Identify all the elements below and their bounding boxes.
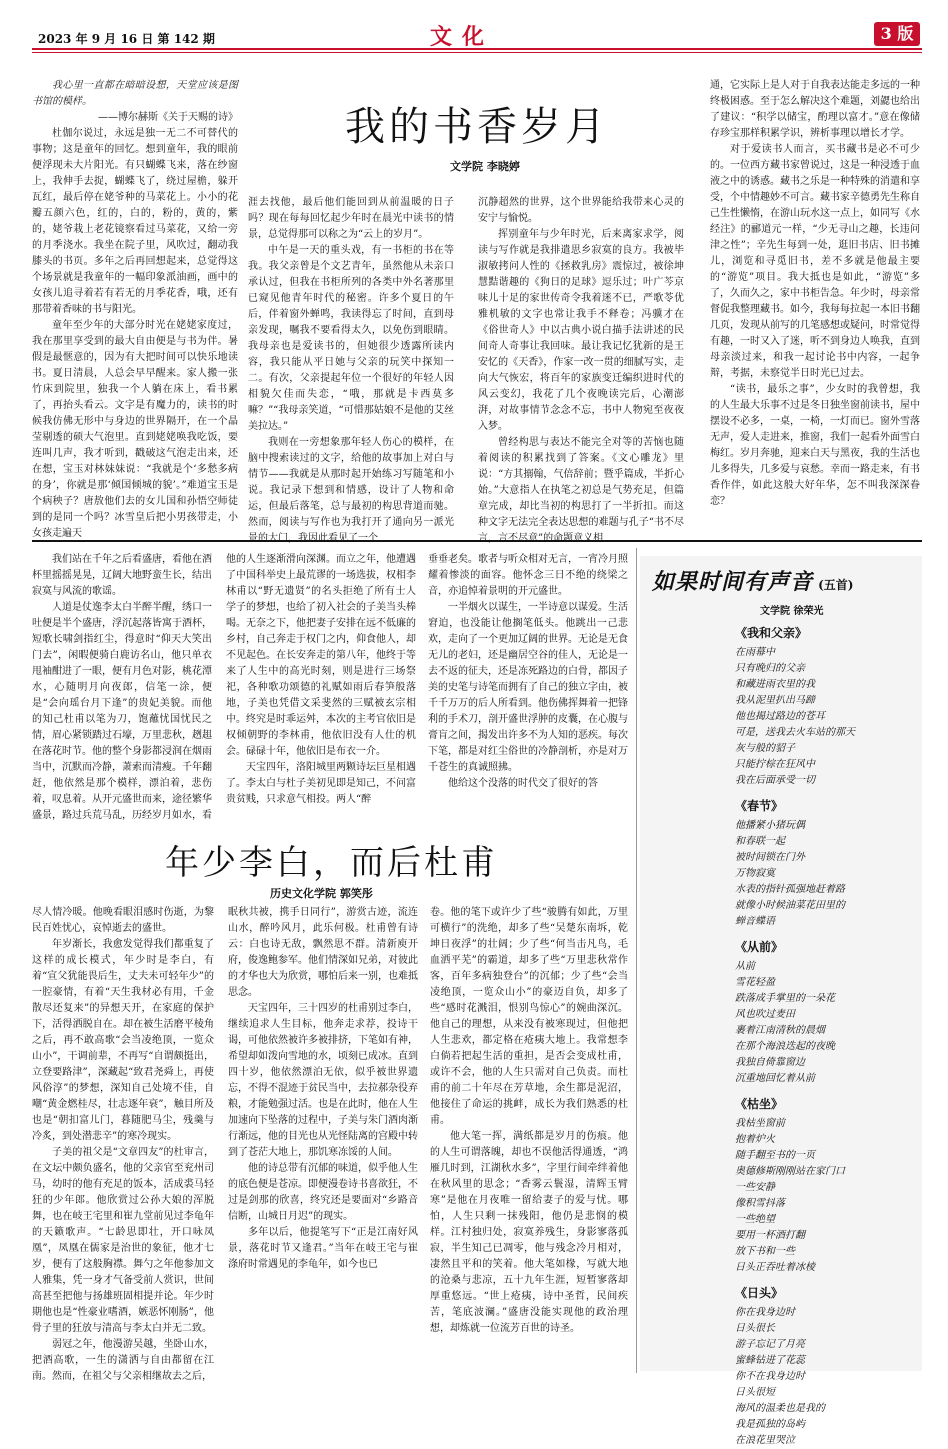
paragraph: “读书，最乐之事”，少女时的我曾想，我的人生最大乐事不过是冬日独坐窗前读书，屋中摆设不必多，一桌，一椅，一灯而已。窗外雪落无声，爱人走进来，推窗，我们一起看外面雪白梅红。岁月奔驰，迎来白天与黑夜，我的生活也儿多得失，几多爱与哀愁。幸而一路走来，有书香作伴，如此这般大好年华，怎不叫我深深眷恋？ (710, 384, 920, 507)
paragraph: 曾经构思与表达不能完全对等的苦恼也随着阅读的积累找到了答案。《文心雕龙》里说：“方其搦翰，气倍辞前；暨乎篇成，半折心始。”大意指人在执笔之初总是气势充足，但篇章完成，却比当初的构思打了一半折扣。而这种文字无法完全表达思想的难题与孔子“书不尽言，言不尽意”的命题意义相 (478, 437, 684, 544)
poem-line: 和藏进雨衣里的我 (735, 679, 815, 690)
paragraph: 他给这个没落的时代交了很好的答 (448, 778, 598, 789)
paragraph: 人道是仗逸李太白半醉半醒，绣口一吐便是半个盛唐，浮沉起落皆寓于酒杯，短歌长啸剑指红尘，得意时“仰天大笑出门去”，闲暇便骑白鹿访名山，他只单衣甩袖酣进了一眼，便有月色对影，桃花潭水，心随明月向夜郎，信笔一涂，便是“会向瑶台月下逢”的贵妃美貌。而他的知己杜甫以笔为刀，饱蘸忧国忧民之情，眉心紧锁踏过石壕，万里悲秋，趔趄在落花时节。他的整个身影都浸润在烟雨当中，沉默而冷静，萧索而清瘦。千年翻赶，他依然是那个模样，漂泊着，悲伤着，叹息着。从开元盛世而来，途径繁华盛景，路过兵荒马乱，历经岁月如水，看 (32, 602, 212, 821)
poem-line: 沉重地回忆着从前 (735, 1073, 815, 1084)
poem-line: 你在我身边时 (735, 1307, 795, 1318)
poem-line: 雪花轻盈 (735, 977, 775, 988)
paragraph: 我则在一旁想象那年轻人伤心的模样，在脑中搜索读过的文字，给他的故事加上对白与情节——我就是从那时起开始练习写随笔和小说。我记录下想到和情感，设计了人物和命运，但最后落笔，总与最初的构思背道而驰。然而，阅读与写作也为我打开了通向另一派光景的大门，我因此看见了一个 (248, 437, 454, 544)
article1-column-2 (248, 195, 454, 544)
poem-line: 日头正吞吐着冰棱 (735, 1262, 815, 1273)
paragraph: 他的诗总带有沉郁的味道，似乎他人生的底色便是苍凉。即便漫卷诗书喜欲狂，不过是剑那的欣喜，终究还是要面对“乡路音信断，山城日月迟”的现实。 (228, 1163, 418, 1222)
poem-title: 《春节》 (735, 799, 784, 813)
paragraph: 子美的祖父是“文章四友”的杜审言，在文坛中颇负盛名，他的父亲官至兖州司马，幼时的他有充足的饭本，活成裘马轻狂的少年郎。他欣赏过公孙大娘的浑脱舞，也在岐王宅里和崔九堂前见过李龟年的天籁歌声。“七龄思即壮，开口咏凤凰”，凤凰在儒家是治世的象征，他才七岁，便有了这般胸襟。舞勺之年他参加文人雅集，凭一身才气备受前人赏识，世间高甚至把他与扬雄班固相提并论。年少时期他也是“性豪业嗜酒，嫉恶怀刚肠”，他骨子里的狂放与清高与李太白并无二致。 (32, 1147, 214, 1334)
paragraph: 弱冠之年，他漫游吴越，坐卧山水，把酒高歌，一生的潇洒与自由都留在江南。然而，在祖父与父亲相继故去之后， (32, 1339, 214, 1382)
paragraph: 杜伽尔说过，永远是独一无二不可替代的事物；这是童年的回忆。想到童年，我的眼前便浮现未大片阳光。有只蝴蝶飞来，落在纱窗上，我伸手去捉，蝴蝶飞了，绕过屋檐，躲开瓦红，最后停在姥爷种的马菜花上。小小的花瓣五颜六色，红的，白的，粉的，黄的，紫的，姥爷栽上老花镜察看过马菜花，又给一旁的月季浇水。我坐在院子里，风吹过，翻动我膝头的书页。多年之后再回想起来，总觉得这个场景就是我童年的一幅印象派油画，画中的女孩儿追寻着若有若无的月季花香，哦，还有那带着香味的书与阳光。 (32, 128, 238, 315)
poems-byline: 文学院 徐荣光 (760, 606, 824, 617)
poem-line: 风也吹过麦田 (735, 1009, 795, 1020)
poem-line: 他播紧小猪玩偶 (735, 820, 805, 831)
article1-column-3 (478, 195, 684, 544)
article2-column-1 (32, 552, 212, 837)
poems-title: 如果时间有声音 (652, 569, 814, 595)
article2-column-6 (430, 905, 628, 1365)
poem-line: 只有晚归的父亲 (735, 663, 805, 674)
poem-title: 《从前》 (735, 940, 784, 954)
article2-title: 年少李白，而后杜甫 (165, 843, 498, 883)
poem-line: 我枯坐窗前 (735, 1118, 785, 1129)
poem-line: 蝉音蝶语 (735, 916, 775, 927)
poem-line: 放下书和一些 (735, 1246, 795, 1257)
poem-line: 奥德修斯刚刚站在家门口 (735, 1166, 845, 1177)
poem-line: 跌落成手掌里的一朵花 (735, 993, 835, 1004)
poem-line: 就像小时候油菜花田里的 (735, 900, 845, 911)
poem-line: 游子忘记了月亮 (735, 1339, 805, 1350)
section-divider (32, 540, 922, 542)
poem-line: 我从泥里扒出马蹄 (735, 695, 815, 706)
poem-line: 和春联一起 (735, 836, 785, 847)
article2-byline: 历史文化学院 郭笑彤 (270, 887, 373, 900)
poem-line: 在浪花里哭泣 (735, 1435, 795, 1446)
article1-title: 我的书香岁月 (345, 104, 609, 150)
paragraph: 涯去找他，最后他们能回到从前温暖的日子吗？现在每每回忆起少年时在晨光中读书的情景，总觉得那可以称之为“云上的岁月”。 (248, 197, 454, 240)
poem-line: 可是，送我去火车站的那天 (735, 727, 855, 738)
poem-line: 水表的指针孤强地赶着路 (735, 884, 845, 895)
article2-column-4 (32, 905, 214, 1382)
paragraph: 我心里一直都在暗暗设想，天堂应该是图书馆的模样。 (32, 80, 238, 107)
poem-line: 裹着江南清秋的晨烟 (735, 1025, 825, 1036)
article2-column-2 (226, 552, 416, 837)
poem-line: 他也揭过路边的苍耳 (735, 711, 825, 722)
article1-column-1 (32, 78, 238, 539)
poem-line: 万物寂寞 (735, 868, 775, 879)
article2-column-3 (428, 552, 628, 837)
column-divider (636, 548, 637, 1373)
paragraph: 眠秋共被，携手日同行”，游赏古迹，流连山水，醉吟风月，此乐何极。杜甫曾有诗云：白也诗无敌，飘然思不群。清新庾开府，俊逸鲍参军。他们情深如兄弟，对彼此的才华也大为欣赏，哪怕后来一别，也难抵思念。 (228, 907, 418, 998)
paragraph: 天宝四年，三十四岁的杜甫别过李白，继续追求人生目标，他奔走求荐，投诗干谒，可他依然被许多被排挤，下笔如有神，希望却如泼向雪地的水，顷刻已成冰。直到四十岁，他依然漂泊无依，似乎被世界遗忘，不得不混迹于贫民当中，去拉郝杂役弃粮，才能勉强过活。也是在此时，他在人生加速向下坠落的过程中，子美与朱门酒肉渐行渐远，他的目光也从光怪陆离的宫殿中转到了苍茫大地上，那饥寒冻馁的人间。 (228, 1003, 418, 1158)
poem-line: 日头很长 (735, 1323, 775, 1334)
paragraph: 童年至少年的大部分时光在姥姥家度过，我在那里享受到的最大自由便是与书为伴。暑假是最惬意的，因为有大把时间可以快乐地读书。夏日清晨，人总会早早醒来。家人搬一张竹床到院里，独我一个人躺在床上，看书累了，再抬头看云。文字是有魔力的，读书的时候我仿佛无形中与身边的世界隔开，在一个晶莹剔透的硕大气泡里。直到姥姥唤我吃饭，要连叫几声，我才听到，戳破这气泡走出来，还在想，宝玉对林妹妹说：“我就是个‘多愁多病的身’，你就是那‘倾国倾城的貌’。”难道宝玉是个病秧子？唐敖他们去的女儿国和孙悟空师徒到的是同一个吗？冰雪皇后把小男孩带走，小女孩走遍天 (32, 320, 238, 539)
paragraph: 多年以后，他提笔写下“正是江南好风景，落花时节又逢君。”当年在岐王宅与崔涤府时常遇见的李龟年，如今也已 (228, 1227, 418, 1270)
paragraph: 天宝四年，洛阳城里两颗诗坛巨星相遇了。李太白与杜子美初见即是知己，不问富贵贫贱，只求意气相投。两人“醉 (226, 762, 416, 805)
paragraph: 沉静超然的世界，这个世界能给我带来心灵的安宁与愉悦。 (478, 197, 684, 224)
poem-line: 在雨幕中 (735, 647, 775, 658)
paragraph: 一半烟火以谋生，一半诗意以谋爱。生活窘迫，也没能让他搁笔低头。他跳出一己悲欢，走向了一个更加辽阔的世界。无论是无食无儿的老妇，还是幽居空谷的佳人，无论是一去不返的征夫，还是冻死路边的白骨，都因子美的史笔与诗笔而拥有了自己的独立字由，被千千万万的后人所看到。他伤佛挥舞着一把锋利的手术刀，剖开盛世浮肿的皮囊，在心腹与膏肓之间，揭发出许多不为人知的恶疾。每次下笔，都是对红尘俗世的冷静剖析，亦是对万千苍生的真诚照拂。 (428, 602, 628, 773)
paragraph: ——博尔赫斯《关于天赐的诗》 (98, 112, 238, 123)
paragraph: 他的人生逐渐滑向深渊。而立之年，他遭遇了中国科举史上最荒谬的一场选拔，权相李林甫以“野无遗贤”的名头拒绝了所有士人学子的梦想，也给了初入社会的子美当头棒喝。无奈之下，他把妻子安排在远不低廉的乡村，自己奔走于权门之内，仰食他人，却不见起色。在长安奔走的第八年，他终于等来了人生中的高光时刻，则是进行三场祭祀，各种歌功颂德的礼赋如雨后春笋般落地，子美也凭借文采斐然的三赋被玄宗相中。终究是时乖运舛，本次的主考官依旧是权倾朝野的李林甫，他依旧没有人仕的机会。碌碌十年，他依旧是布衣一介。 (226, 554, 416, 757)
poem-line: 你不在我身边时 (735, 1371, 805, 1382)
paragraph: 中午是一天的重头戏，有一书柜的书在等我。我父亲曾是个文艺青年，虽然他从未亲口承认过，但我在书柜所列的各类中外名著那里已窥见他青年时代的秘密。许多个夏日的午后，伴着窗外蝉鸣，我读得忘了时间，直到母亲发现，嘱我不要看得太久，以免伤到眼睛。我母亲也是爱读书的，但她很少透露所读内容，我只能从平日她与父亲的玩笑中探知一二。有次，父亲提起年位一个很好的年轻人因相貌欠佳而失恋，“哦，那就是卡西莫多嘛？”“我母亲笑道，“可惜那姑娘不是他的艾丝美拉达。” (248, 245, 454, 432)
paragraph: 他大笔一挥，满纸都是岁月的伤痕。他的人生可谓落魄，却也不误他活得通透，“鸿雁几时到，江湖秋水多”，字里行间牵绊着他在秋风里的思念；“香雾云鬟湿，清辉玉臂寒”是他在月夜唯一留给妻子的爱与忧。哪怕，人生只剩一抹残阳，他仍是悲悯的模样。江村独归处，寂寞养残生，身影寥落孤寂，半生知己已凋零，他与残念冷月相对，凄然且平和的笑着。他大笔如椽，写就大地的沧桑与悲凉，五十九年生涯，短暂寥落却厚重悠远。“世上疮痍，诗中圣哲，民间疾苦，笔底波澜。”盛唐没能实现他的政治理想，却炼就一位流芳百世的诗圣。 (430, 1131, 628, 1334)
page-badge: 3 版 (874, 22, 920, 46)
poems-title-suffix: (五首) (818, 578, 854, 592)
poem-title: 《枯坐》 (735, 1097, 784, 1111)
poem-line: 我独自倚靠窗边 (735, 1057, 805, 1068)
poem-line: 灰与般的貂子 (735, 743, 795, 754)
article1-column-4 (710, 78, 920, 530)
article1-byline: 文学院 李晓婷 (450, 160, 520, 173)
poem-line: 在那个海浪迭起的夜晚 (735, 1041, 835, 1052)
poem-line: 蜜蜂钻进了花蕊 (735, 1355, 805, 1366)
poem-line: 要用一杯酒打翻 (735, 1230, 805, 1241)
header-rule (32, 48, 922, 50)
poem-line: 抱着炉火 (735, 1134, 775, 1145)
paragraph: 对于爱读书人而言，买书藏书是必不可少的。一位西方藏书家曾说过，这是一种浸透于血液之中的诱惑。藏书之乐是一种特殊的消遣和享受，个中情趣妙不可言。藏书家辛德勇先生称自己生性懒惰，在游山玩水这一点上，如同写《水经注》的郦道元一样，“少无寻山之趣，长违问津之性”；辛先生每到一处，逛旧书店、旧书摊儿，浏览和寻觅旧书，差不多就是他最主要的“游览”项目。我大抵也是如此，“游览”多了，久而久之，家中书柜告急。年少时，母亲常督促我整理藏书。如今，我每每拉起一本旧书翻几页，发现从前写的几笔感想或疑问，时常觉得有趣，一时又入了迷，听不到身边人唤我，直到母亲淡过来，和我一起讨论书中内容，一起争辩，考据，未察觉半日时光已过去。 (710, 144, 920, 379)
section-title: 文化 (430, 24, 495, 50)
poem-line: 日头很短 (735, 1387, 775, 1398)
poem-line: 一些绝望 (735, 1214, 775, 1225)
poem-line: 从前 (735, 961, 755, 972)
poems-header (652, 565, 853, 596)
paragraph: 我们站在千年之后看盛唐，看他在酒杯里摇摇晃晃，辽阔大地野蛮生长，结出寂寞与风流的歌谣。 (32, 554, 212, 597)
header-rule-thin (32, 52, 922, 53)
paragraph: 垂垂老矣。歌者与听众相对无言，一宵冷月照耀着惨淡的面容。他怀念三日不绝的绕梁之音，亦追悼着景明的开元盛世。 (428, 554, 628, 597)
poem-line: 随手翻至书的一页 (735, 1150, 815, 1161)
article2-column-5 (228, 905, 418, 1365)
poem-line: 一些安静 (735, 1182, 775, 1193)
paragraph: 年岁渐长，我愈发觉得我们都重复了这样的成长模式，年少时是李白，有着“宣父犹能畏后生，丈夫未可轻年少”的一腔豪情，有着“天生我材必有用，千金散尽还复来”的异想天开，在家庭的保护下，活得洒脱自在。却在被生活磨平棱角之后，再不敢高歌“会当凌绝顶，一览众山小”，干调前辈，不再写“自谓颇挺出，立登要路津”，深藏起“致君尧舜上，再使风俗淳”的梦想，深知自己处境不佳，自嘲“黄金燃桂尽，壮志逐年衰”，触目所及也是“朝扣富儿门，暮随肥马尘，残羹与冷炙，到处潜悲辛”的寒冷现实。 (32, 939, 214, 1142)
poem-line: 我在后面承受一切 (735, 775, 815, 786)
poem-title: 《日头》 (735, 1286, 784, 1300)
poem-line: 只能拧棕在狂风中 (735, 759, 815, 770)
poem-line: 像积雪抖落 (735, 1198, 785, 1209)
poems-list (735, 616, 915, 1446)
paragraph: 尽人情冷暖。他晚看眼泪感时伤逝，为黎民百姓忧心，哀悼逝去的盛世。 (32, 907, 214, 934)
poem-title: 《我和父亲》 (735, 626, 808, 640)
paragraph: 通，它实际上是人对于自我表达能走多远的一种终极困惑。至于怎么解决这个难题，刘勰也给出了建议：“积学以储宝，酌理以富才。”意在像储存珍宝那样积累学识，辨析事理以增长才学。 (710, 80, 920, 139)
paragraph: 挥别童年与少年时光，后来离家求学，阅读与写作就是我排遣思乡寂寞的良方。我被毕淑敏拷问人性的《拯救乳房》震惊过，被徐坤慧黠谐趣的《狗日的足球》逗乐过；叶广芩京味儿十足的家世传奇令我着迷不已，严歌苓优雅机敏的文字也常让我手不释卷；冯骥才在《俗世奇人》中以古典小说白描手法讲述的民间奇人奇事让我回味。最让我记忆犹新的是王安忆的《天香》，作家一改一贯的细腻写实，走向大气恢宏，将百年的家族变迁编织进时代的风云变幻，我花了几个夜晚读完后，心潮澎湃，对故事情节念念不忘，书中人物宛至夜夜入梦。 (478, 229, 684, 432)
issue-date: 2023 年 9 月 16 日 第 142 期 (38, 32, 215, 46)
paragraph: 卷。他的笔下或许少了些“骏腾有如此，万里可横行”的洗绝，却多了些“吴楚东南坼，乾坤日夜浮”的壮阔；少了些“何当击凡鸟，毛血洒平芜”的霸道，却多了些“万里悲秋常作客，百年多病独登台”的沉郁；少了些“会当凌绝顶，一览众山小”的豪迈自负，却多了些“感时花溅泪，恨别鸟惊心”的婉曲深沉。他自己的理想，从来没有被寒现过，但他把人生悲欢，都定格在疮痍大地上。我常想李白倘若把起生活的重担，是否会变成杜甫，或许不会，他的人生只需对自己负责。而杜甫的前二十年尽在芳草地，余生都是泥沼，他接住了命运的挑衅，成长为我们熟悉的杜甫。 (430, 907, 628, 1126)
poem-line: 被时间锁在门外 (735, 852, 805, 863)
poem-line: 海风的温柔也是我的 (735, 1403, 825, 1414)
poem-line: 我是孤独的岛屿 (735, 1419, 805, 1430)
